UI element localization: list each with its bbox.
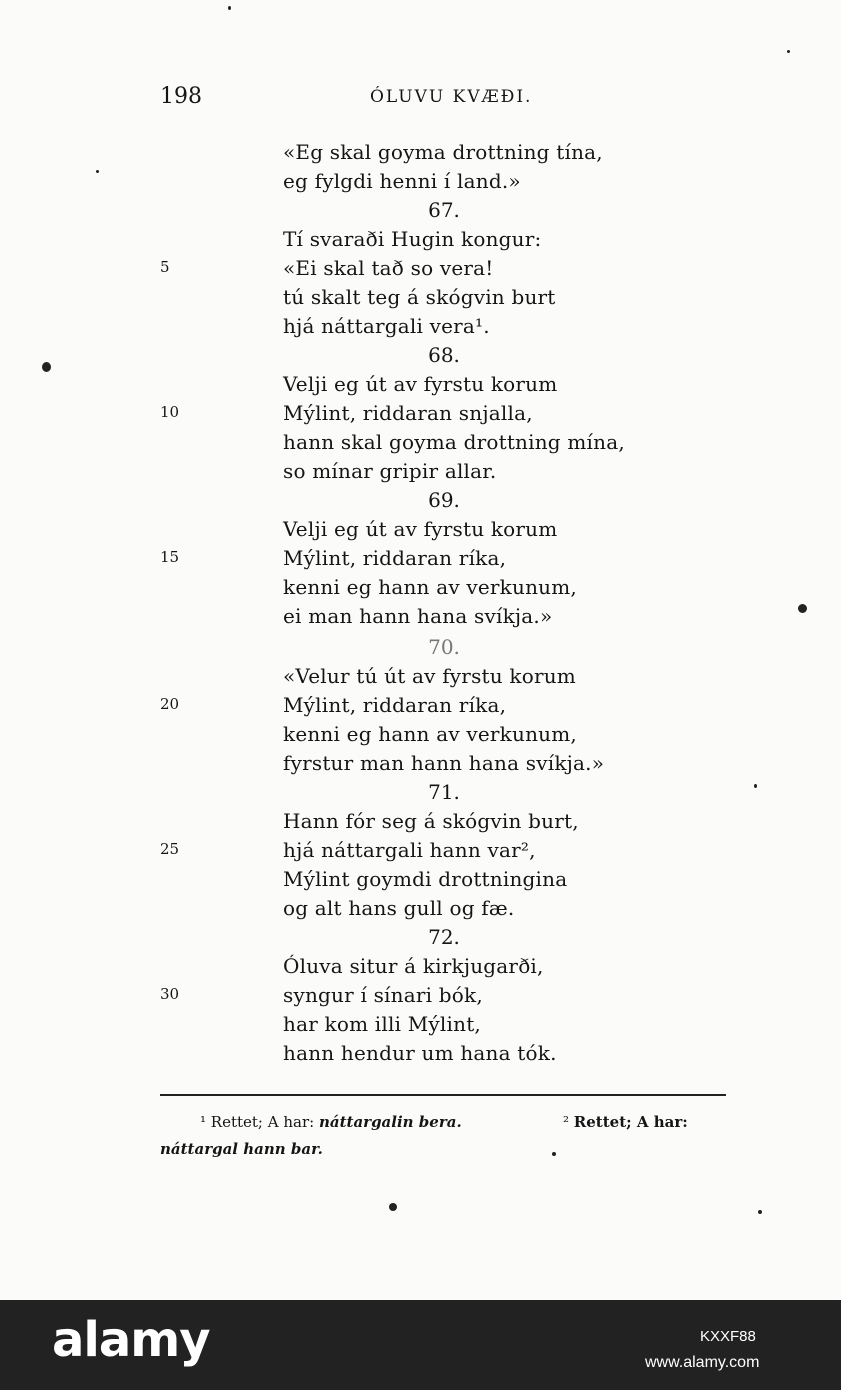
poem-line: «Ei skal tað so vera! (283, 256, 494, 280)
poem-line: fyrstur man hann hana svíkja.» (283, 751, 605, 775)
ink-speck (754, 784, 757, 788)
stanza-number: 72. (428, 925, 460, 949)
line-number: 5 (160, 258, 170, 276)
footnote-rule (160, 1094, 726, 1096)
ink-speck (758, 1210, 762, 1214)
page-number: 198 (160, 84, 202, 109)
poem-line: hjá náttargali hann var², (283, 838, 536, 862)
ink-speck (42, 362, 51, 372)
poem-line: ei man hann hana svíkja.» (283, 604, 553, 628)
stanza-number: 70. (428, 635, 460, 659)
watermark-site: www.alamy.com (645, 1354, 760, 1371)
footnote-text: Rettet; A har: (573, 1113, 688, 1131)
poem-line: hann hendur um hana tók. (283, 1041, 557, 1065)
poem-line: Velji eg út av fyrstu korum (283, 517, 558, 541)
poem-line: so mínar gripir allar. (283, 459, 497, 483)
stanza-number: 68. (428, 343, 460, 367)
footnote-text: Rettet; A har: (210, 1113, 315, 1131)
poem-line: kenni eg hann av verkunum, (283, 722, 577, 746)
footnote-2-continued (160, 1140, 323, 1158)
poem-line: tú skalt teg á skógvin burt (283, 285, 556, 309)
poem-line: syngur í sínari bók, (283, 983, 483, 1007)
line-number: 10 (160, 403, 180, 421)
footnote-mark: ² (563, 1113, 570, 1131)
poem-line: Mýlint, riddaran ríka, (283, 693, 507, 717)
poem-line: «Eg skal goyma drottning tína, (283, 140, 603, 164)
footnote-2 (563, 1113, 688, 1131)
watermark-image-id: KXXF88 (700, 1328, 756, 1345)
ink-speck (552, 1152, 556, 1156)
poem-line: Mýlint, riddaran ríka, (283, 546, 507, 570)
stanza-number: 71. (428, 780, 460, 804)
line-number: 25 (160, 840, 180, 858)
footnote-reading: náttargalin bera. (318, 1113, 462, 1131)
poem-line: Tí svaraði Hugin kongur: (283, 227, 542, 251)
footnote-1 (200, 1113, 462, 1131)
stanza-number: 67. (428, 198, 460, 222)
line-number: 30 (160, 985, 180, 1003)
watermark-logo: alamy (52, 1312, 210, 1368)
ink-speck (787, 50, 790, 53)
poem-line: Mýlint goymdi drottningina (283, 867, 568, 891)
ink-speck (96, 170, 99, 173)
ink-speck (389, 1203, 397, 1211)
stanza-number: 69. (428, 488, 460, 512)
footnote-mark: ¹ (200, 1113, 207, 1131)
poem-line: Óluva situr á kirkjugarði, (283, 954, 544, 978)
poem-line: Mýlint, riddaran snjalla, (283, 401, 533, 425)
poem-line: eg fylgdi henni í land.» (283, 169, 521, 193)
poem-line: og alt hans gull og fæ. (283, 896, 515, 920)
line-number: 15 (160, 548, 180, 566)
poem-line: har kom illi Mýlint, (283, 1012, 481, 1036)
poem-line: hann skal goyma drottning mína, (283, 430, 625, 454)
line-number: 20 (160, 695, 180, 713)
ink-speck (798, 604, 807, 613)
ink-speck (228, 6, 231, 10)
poem-line: «Velur tú út av fyrstu korum (283, 664, 576, 688)
poem-line: Hann fór seg á skógvin burt, (283, 809, 579, 833)
poem-line: hjá náttargali vera¹. (283, 314, 490, 338)
running-head: ÓLUVU KVÆÐI. (370, 87, 533, 107)
footnote-reading: náttargal hann bar. (160, 1140, 323, 1158)
poem-line: kenni eg hann av verkunum, (283, 575, 577, 599)
poem-line: Velji eg út av fyrstu korum (283, 372, 558, 396)
